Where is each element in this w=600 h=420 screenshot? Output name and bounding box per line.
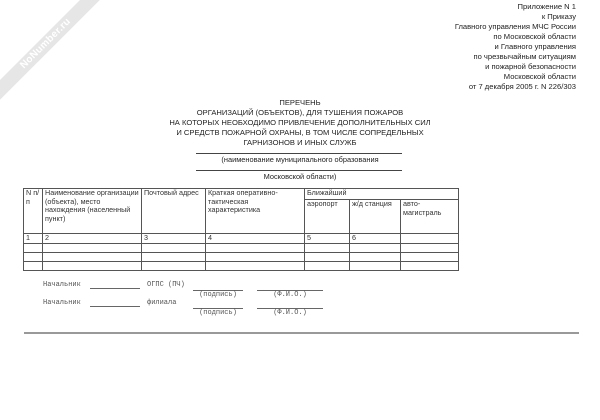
- table-row: [24, 243, 459, 252]
- cell: [142, 261, 206, 270]
- column-number: 5: [305, 234, 350, 244]
- cell: [206, 252, 305, 261]
- cell: [350, 243, 401, 252]
- cell: [43, 252, 142, 261]
- cell: [305, 243, 350, 252]
- signature-unit-1: ОГПС (ПЧ): [147, 281, 185, 289]
- header-station: ж/д станция: [350, 200, 401, 234]
- title-line: ГАРНИЗОНОВ И ИНЫХ СЛУЖБ: [243, 138, 357, 147]
- cell: [305, 261, 350, 270]
- signature-unit-2: филиала: [147, 299, 177, 307]
- title-line: ПЕРЕЧЕНЬ: [279, 98, 321, 107]
- cell: [43, 243, 142, 252]
- cell: [24, 261, 43, 270]
- approval-block: [455, 2, 576, 92]
- column-number: 6: [350, 234, 401, 244]
- region-caption: Московской области): [263, 172, 337, 181]
- title-line: И СРЕДСТВ ПОЖАРНОЙ ОХРАНЫ, В ТОМ ЧИСЛЕ СОПРЕДЕЛЬНЫХ: [176, 128, 424, 137]
- approval-line: Московской области: [503, 72, 576, 81]
- title-line: ОРГАНИЗАЦИЙ (ОБЪЕКТОВ), ДЛЯ ТУШЕНИЯ ПОЖАРОВ: [196, 108, 404, 117]
- blank-line: [90, 306, 140, 307]
- cell: [401, 243, 459, 252]
- name-caption: (Ф.И.О.): [273, 309, 307, 317]
- approval-line: и пожарной безопасности: [485, 62, 576, 71]
- municipality-caption: (наименование муниципального образования: [221, 155, 379, 164]
- column-number: 2: [43, 234, 142, 244]
- column-numbers-row: [24, 234, 459, 244]
- approval-line: по чрезвычайным ситуациям: [473, 52, 576, 61]
- cell: [142, 243, 206, 252]
- page-divider: [24, 332, 579, 334]
- approval-line: к Приказу: [541, 12, 576, 21]
- cell: [401, 261, 459, 270]
- organizations-table: [23, 188, 459, 271]
- cell: [401, 252, 459, 261]
- watermark-text: NoNumber.ru: [18, 16, 74, 72]
- region-line: [196, 170, 402, 171]
- table-row: [24, 261, 459, 270]
- approval-line: от 7 декабря 2005 г. N 226/303: [468, 82, 576, 91]
- title-line: НА КОТОРЫХ НЕОБХОДИМО ПРИВЛЕЧЕНИЕ ДОПОЛНИТЕЛЬНЫХ СИЛ: [169, 118, 431, 127]
- blank-line: [90, 288, 140, 289]
- header-highway: авто-магистраль: [401, 200, 459, 234]
- watermark: [0, 0, 104, 102]
- signature-caption: (подпись): [199, 309, 237, 317]
- approval-line: Приложение N 1: [517, 2, 576, 11]
- cell: [350, 261, 401, 270]
- header-characteristic: Краткая оперативно-тактическая характеристика: [206, 189, 305, 234]
- cell: [206, 243, 305, 252]
- cell: [43, 261, 142, 270]
- cell: [305, 252, 350, 261]
- header-num: N п/п: [24, 189, 43, 234]
- cell: [206, 261, 305, 270]
- column-number: 1: [24, 234, 43, 244]
- municipality-line: [196, 153, 402, 154]
- cell: [24, 252, 43, 261]
- column-number: 4: [206, 234, 305, 244]
- signature-label-1: Начальник: [43, 281, 81, 289]
- cell: [350, 252, 401, 261]
- header-name: Наименование организации (объекта), место нахождения (населенный пункт): [43, 189, 142, 234]
- approval-line: Главного управления МЧС России: [454, 22, 576, 31]
- cell: [24, 243, 43, 252]
- signature-caption: (подпись): [199, 291, 237, 299]
- document-title: [150, 98, 450, 148]
- table-row: [24, 252, 459, 261]
- column-number: [401, 234, 459, 244]
- cell: [142, 252, 206, 261]
- header-nearest: Ближайший: [305, 189, 459, 200]
- approval-line: по Московской области: [493, 32, 576, 41]
- name-caption: (Ф.И.О.): [273, 291, 307, 299]
- column-number: 3: [142, 234, 206, 244]
- signature-label-2: Начальник: [43, 299, 81, 307]
- header-address: Почтовый адрес: [142, 189, 206, 234]
- header-airport: аэропорт: [305, 200, 350, 234]
- approval-line: и Главного управления: [494, 42, 576, 51]
